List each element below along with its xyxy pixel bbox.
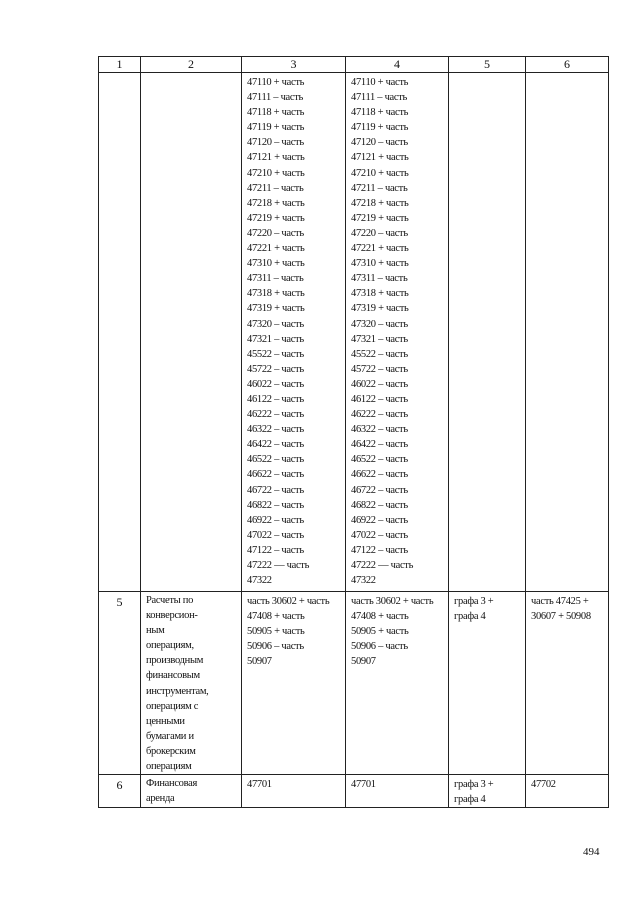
cell-line: 47321 – часть <box>351 333 408 345</box>
cell-line: Расчеты по <box>146 595 194 606</box>
cell-line: Финансовая <box>146 778 198 790</box>
cell-line: 50905 + часть <box>247 626 305 638</box>
cell-line: 46922 – часть <box>351 514 408 526</box>
cell-line: 47218 + часть <box>351 197 409 209</box>
cell-line: 47111 – часть <box>247 92 304 104</box>
cell-line: 47222 — часть <box>351 560 414 571</box>
cell-line: 47219 + часть <box>247 212 305 224</box>
accounts-column-3 <box>242 592 346 775</box>
cell-line: 46422 – часть <box>351 439 408 451</box>
cell-line: 47322 <box>247 575 272 587</box>
cell-line: 47219 + часть <box>351 212 409 224</box>
cell-line: аренда <box>146 793 175 805</box>
cell-line: операциям <box>146 761 192 773</box>
formula-cell <box>449 73 526 592</box>
cell-line: 46622 – часть <box>247 469 304 481</box>
row-number: 5 <box>99 592 141 775</box>
cell-line: 47118 + часть <box>351 107 409 119</box>
formula-cell <box>449 592 526 775</box>
cell-line: 47122 – часть <box>351 544 408 556</box>
cell-line: 46222 – часть <box>247 409 304 421</box>
cell-line: ным <box>146 625 165 637</box>
cell-line: 47318 + часть <box>351 288 409 300</box>
cell-line: 47120 – часть <box>351 137 408 149</box>
accounts-table <box>98 56 609 808</box>
cell-line: 47311 – часть <box>247 273 304 285</box>
cell-line: 47311 – часть <box>351 273 408 285</box>
table-row-continuation <box>99 73 609 592</box>
cell-line: 30607 + 50908 <box>531 611 591 623</box>
accounts-column-4 <box>346 592 449 775</box>
cell-line: 47118 + часть <box>247 107 305 119</box>
cell-line: 46822 – часть <box>351 499 408 511</box>
cell-line: 47320 – часть <box>247 318 304 330</box>
row-name-cell <box>141 73 242 592</box>
cell-line: 47119 + часть <box>247 122 305 134</box>
row-name <box>141 592 242 775</box>
cell-line: 45522 – часть <box>351 348 408 360</box>
cell-line: графа 4 <box>454 611 486 623</box>
cell-line: 46822 – часть <box>247 499 304 511</box>
total-cell <box>526 73 609 592</box>
cell-line: 47110 + часть <box>247 77 305 88</box>
cell-line: 47220 – часть <box>247 227 304 239</box>
cell-line: операциям с <box>146 700 199 712</box>
cell-line: часть 30602 + часть <box>351 596 434 607</box>
column-header: 3 <box>242 57 346 73</box>
cell-line: 46922 – часть <box>247 514 304 526</box>
cell-line: операциям, <box>146 640 194 652</box>
cell-line: 46022 – часть <box>247 378 304 390</box>
cell-line: часть 30602 + часть <box>247 596 330 607</box>
cell-line: 50907 <box>351 656 376 668</box>
cell-line: 46722 – часть <box>247 484 304 496</box>
cell-line: 46322 – часть <box>351 424 408 436</box>
cell-line: графа 3 + <box>454 596 494 607</box>
cell-line: 47120 – часть <box>247 137 304 149</box>
cell-line: 46122 – часть <box>247 393 304 405</box>
cell-line: 47701 <box>247 779 272 791</box>
accounts-column-3 <box>242 775 346 808</box>
cell-line: 47319 + часть <box>247 303 305 315</box>
cell-line: 47210 + часть <box>247 167 305 179</box>
row-name <box>141 775 242 808</box>
column-header: 5 <box>449 57 526 73</box>
cell-line: 46122 – часть <box>351 393 408 405</box>
cell-line: 47322 <box>351 575 376 587</box>
cell-line: бумагами и <box>146 730 194 742</box>
table-row-5 <box>99 592 609 775</box>
cell-line: 47122 – часть <box>247 544 304 556</box>
cell-line: ценными <box>146 715 185 727</box>
row-number: 6 <box>99 775 141 808</box>
cell-line: 47702 <box>531 779 556 791</box>
column-header: 2 <box>141 57 242 73</box>
cell-line: брокерским <box>146 745 196 757</box>
cell-line: 45722 – часть <box>351 363 408 375</box>
column-header: 6 <box>526 57 609 73</box>
column-header: 1 <box>99 57 141 73</box>
cell-line: 47408 + часть <box>351 611 409 623</box>
cell-line: 47110 + часть <box>351 77 409 88</box>
cell-line: 50907 <box>247 656 272 668</box>
cell-line: 50906 – часть <box>351 641 408 653</box>
formula-cell <box>449 775 526 808</box>
cell-line: 45522 – часть <box>247 348 304 360</box>
cell-line: 45722 – часть <box>247 363 304 375</box>
cell-line: 47701 <box>351 779 376 791</box>
cell-line: 46322 – часть <box>247 424 304 436</box>
accounts-column-4 <box>346 73 449 592</box>
cell-line: 47310 + часть <box>247 258 305 270</box>
cell-line: 47210 + часть <box>351 167 409 179</box>
cell-line: 47022 – часть <box>247 529 304 541</box>
total-cell <box>526 775 609 808</box>
cell-line: 47220 – часть <box>351 227 408 239</box>
row-number-cell <box>99 73 141 592</box>
table-row-6 <box>99 775 609 808</box>
cell-line: 47319 + часть <box>351 303 409 315</box>
cell-line: 46522 – часть <box>247 454 304 466</box>
cell-line: часть 47425 + <box>531 596 589 607</box>
cell-line: 47218 + часть <box>247 197 305 209</box>
accounts-column-3 <box>242 73 346 592</box>
cell-line: графа 4 <box>454 794 486 806</box>
cell-line: 47221 + часть <box>351 243 409 255</box>
cell-line: 46622 – часть <box>351 469 408 481</box>
column-header: 4 <box>346 57 449 73</box>
cell-line: 46222 – часть <box>351 409 408 421</box>
cell-line: 47318 + часть <box>247 288 305 300</box>
cell-line: инструментам, <box>146 685 209 697</box>
cell-line: 46522 – часть <box>351 454 408 466</box>
accounts-column-4 <box>346 775 449 808</box>
cell-line: 47111 – часть <box>351 92 408 104</box>
cell-line: 47408 + часть <box>247 611 305 623</box>
cell-line: 47320 – часть <box>351 318 408 330</box>
cell-line: 47211 – часть <box>247 182 304 194</box>
cell-line: 50905 + часть <box>351 626 409 638</box>
cell-line: 47310 + часть <box>351 258 409 270</box>
total-cell <box>526 592 609 775</box>
cell-line: 46722 – часть <box>351 484 408 496</box>
cell-line: 46022 – часть <box>351 378 408 390</box>
cell-line: финансовым <box>146 670 200 682</box>
column-number-row <box>99 57 609 73</box>
cell-line: 47221 + часть <box>247 243 305 255</box>
cell-line: 50906 – часть <box>247 641 304 653</box>
cell-line: 47222 — часть <box>247 560 310 571</box>
cell-line: конверсион- <box>146 610 198 622</box>
cell-line: 47121 + часть <box>247 152 305 164</box>
cell-line: 47119 + часть <box>351 122 409 134</box>
cell-line: 47022 – часть <box>351 529 408 541</box>
cell-line: производным <box>146 655 204 667</box>
cell-line: 47321 – часть <box>247 333 304 345</box>
cell-line: графа 3 + <box>454 779 494 791</box>
cell-line: 47211 – часть <box>351 182 408 194</box>
cell-line: 47121 + часть <box>351 152 409 164</box>
cell-line: 46422 – часть <box>247 439 304 451</box>
page-number: 494 <box>583 846 600 858</box>
